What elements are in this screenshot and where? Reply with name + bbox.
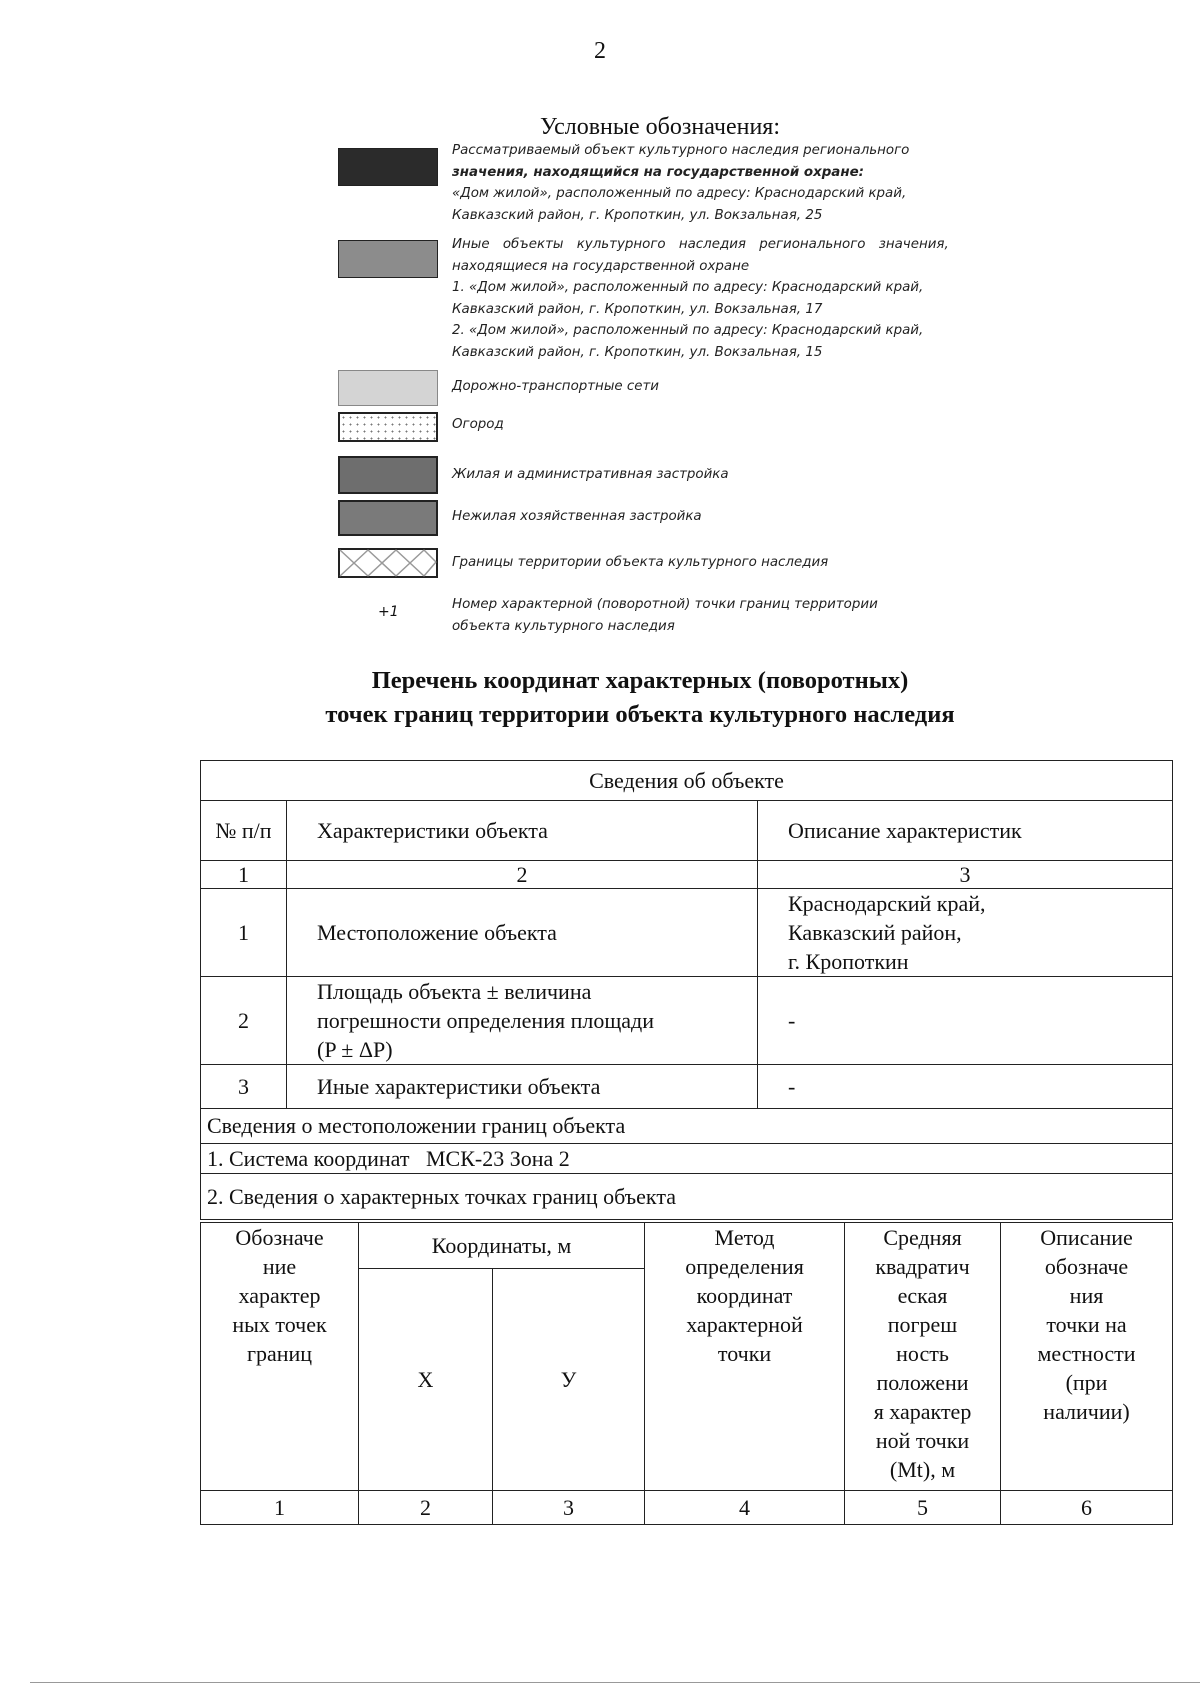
legend-text-boundary: Границы территории объекта культурного наследия: [452, 555, 829, 570]
legend-text-nonresidential: Нежилая хозяйственная застройка: [452, 509, 702, 524]
col-number: 2: [359, 1491, 493, 1525]
points-header-row-1: [201, 1223, 1173, 1269]
legend-text-garden: Огород: [452, 417, 504, 432]
points-header-row: [201, 1174, 1173, 1220]
legend-swatch-garden: [338, 412, 438, 442]
row-characteristic: Площадь объекта ± величина погрешности определения площади (P ± ΔP): [287, 977, 758, 1065]
legend-line: Кавказский район, г. Кропоткин, ул. Вокзальная, 25: [452, 207, 823, 223]
col-header-no: № п/п: [201, 801, 287, 861]
col-number: 4: [645, 1491, 845, 1525]
legend-swatch-boundary: [338, 548, 438, 578]
legend-line: находящиеся на государственной охране: [452, 258, 750, 274]
points-number-row: [201, 1491, 1173, 1525]
legend-line: «Дом жилой», расположенный по адресу: Краснодарский край,: [452, 186, 907, 201]
point-marker-sample: +1: [378, 604, 399, 620]
col-number: 1: [201, 1491, 359, 1525]
table-header: Сведения об объекте: [201, 761, 1173, 801]
row-number: 1: [201, 889, 287, 977]
legend-swatch-nonresidential: [338, 500, 438, 536]
legend-text-other: [452, 234, 1042, 363]
points-header: 2. Сведения о характерных точках границ объекта: [201, 1174, 1173, 1220]
row-characteristic: Местоположение объекта: [287, 889, 758, 977]
legend-title: Условные обозначения:: [539, 114, 781, 140]
title-line-2: точек границ территории объекта культурного наследия: [325, 701, 955, 728]
col-header-description: Описание характеристик: [758, 801, 1173, 861]
col-number: 5: [845, 1491, 1001, 1525]
legend-swatch-roads: [338, 370, 438, 406]
coord-system-row: [201, 1144, 1173, 1174]
legend-swatch-other: [338, 240, 438, 278]
legend-line: объекта культурного наследия: [452, 618, 675, 634]
table-header-row: [201, 761, 1173, 801]
legend-swatch-target: [338, 148, 438, 186]
col-method: Метод определения координат характерной точки: [645, 1223, 845, 1491]
legend-text-residential: Жилая и административная застройка: [452, 467, 729, 482]
col-point-description: Описание обозначе ния точки на местности (при наличии): [1001, 1223, 1173, 1491]
col-header-characteristics: Характеристики объекта: [287, 801, 758, 861]
col-y: У: [493, 1269, 645, 1491]
points-table: [200, 1222, 1173, 1525]
legend-line: Иные объекты культурного наследия регионального значения,: [452, 237, 949, 252]
location-header: Сведения о местоположении границ объекта: [201, 1109, 1173, 1144]
location-header-row: [201, 1109, 1173, 1144]
legend-line: Рассматриваемый объект культурного наследия регионального: [452, 143, 910, 158]
table-row: [201, 1065, 1173, 1109]
row-description: Краснодарский край, Кавказский район, г. Кропоткин: [758, 889, 1173, 977]
legend-line: Кавказский район, г. Кропоткин, ул. Вокзальная, 15: [452, 344, 823, 360]
column-header-row: [201, 801, 1173, 861]
col-number: 2: [287, 861, 758, 889]
table-row: [201, 889, 1173, 977]
legend-line: Кавказский район, г. Кропоткин, ул. Вокзальная, 17: [452, 301, 823, 317]
row-number: 2: [201, 977, 287, 1065]
col-error: Средняя квадратич eская погреш ность положени я характер ной точки (Mt), м: [845, 1223, 1001, 1491]
legend-line: значения, находящийся на государственной охране:: [452, 164, 865, 180]
col-number: 3: [493, 1491, 645, 1525]
legend-line: Номер характерной (поворотной) точки границ территории: [452, 597, 878, 612]
legend-line: 2. «Дом жилой», расположенный по адресу: Краснодарский край,: [452, 323, 924, 338]
row-number: 3: [201, 1065, 287, 1109]
page-number: 2: [594, 38, 606, 64]
col-number: 3: [758, 861, 1173, 889]
col-coordinates: Координаты, м: [359, 1223, 645, 1269]
row-description: -: [758, 977, 1173, 1065]
col-x: X: [359, 1269, 493, 1491]
legend-line: 1. «Дом жилой», расположенный по адресу: Краснодарский край,: [452, 280, 924, 295]
col-number: 1: [201, 861, 287, 889]
scan-edge-line: [30, 1682, 1200, 1683]
table-row: [201, 977, 1173, 1065]
row-description: -: [758, 1065, 1173, 1109]
row-characteristic: Иные характеристики объекта: [287, 1065, 758, 1109]
legend-text-roads: Дорожно-транспортные сети: [452, 379, 659, 394]
col-point-name: Обозначе ние характер ных точек границ: [201, 1223, 359, 1491]
legend-text-target: [452, 140, 1042, 226]
title-line-1: Перечень координат характерных (поворотных): [371, 667, 909, 694]
document-title: [0, 664, 1200, 732]
legend-text-point: [452, 594, 1042, 637]
coord-system: 1. Система координат МСК-23 Зона 2: [201, 1144, 1173, 1174]
legend-swatch-residential: [338, 456, 438, 494]
object-info-table: [200, 760, 1173, 1220]
col-number: 6: [1001, 1491, 1173, 1525]
column-number-row: [201, 861, 1173, 889]
